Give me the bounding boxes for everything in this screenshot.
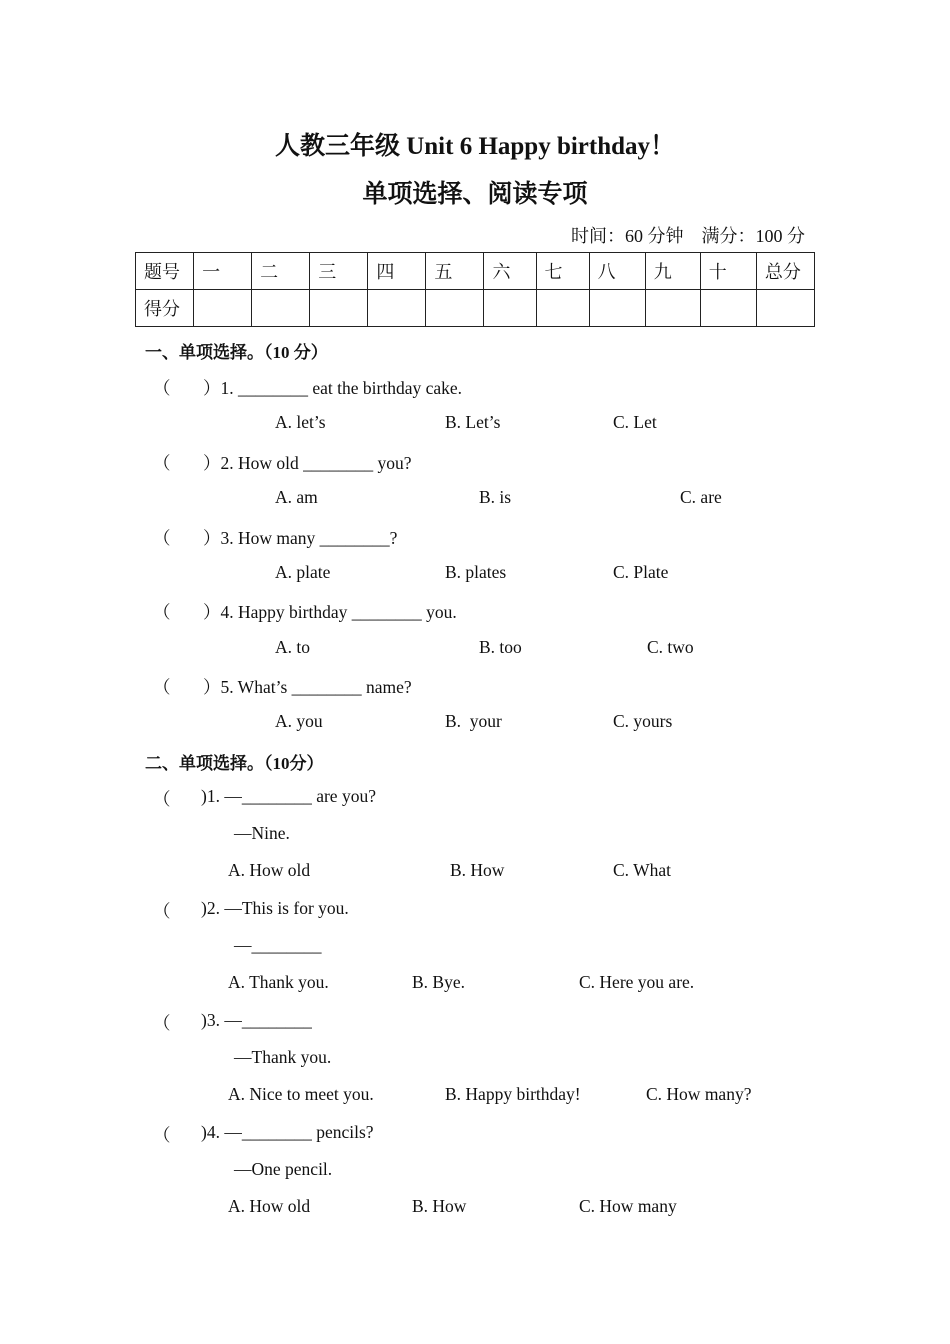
page-title: 人教三年级 Unit 6 Happy birthday！	[274, 133, 676, 160]
answer-paren[interactable]: （	[153, 789, 171, 809]
option-b: B. How	[450, 860, 505, 880]
answer-paren[interactable]: （	[153, 1013, 171, 1033]
answer-paren[interactable]: （	[153, 528, 171, 548]
question-2-3-text: )3. —________	[201, 1010, 312, 1030]
answer-paren[interactable]: （	[153, 602, 171, 622]
exam-info: 时间：60 分钟 满分：100 分	[571, 226, 805, 246]
option-c: C. What	[613, 860, 672, 880]
score-table	[135, 252, 815, 327]
score-cell[interactable]	[194, 290, 252, 327]
option-c: C. Here you are.	[579, 972, 695, 992]
question-2-1-reply: —Nine.	[234, 823, 290, 843]
answer-paren[interactable]: （	[153, 453, 171, 473]
answer-paren[interactable]: （	[153, 901, 171, 921]
score-cell[interactable]	[700, 290, 756, 327]
question-1-4-text: ）4. Happy birthday ________ you.	[203, 602, 457, 622]
score-cell[interactable]	[426, 290, 484, 327]
option-a: A. am	[275, 487, 318, 507]
score-cell[interactable]	[589, 290, 645, 327]
option-b: B. Happy birthday!	[445, 1084, 581, 1104]
option-a: A. to	[275, 637, 310, 657]
question-2-2-reply: —________	[234, 935, 322, 955]
question-2-1-text: )1. —________ are you?	[201, 786, 376, 806]
option-b: B. is	[479, 487, 512, 507]
score-header-cell: 四	[368, 253, 426, 290]
score-header-cell: 五	[426, 253, 484, 290]
score-cell[interactable]	[368, 290, 426, 327]
question-1-5-text: ）5. What’s ________ name?	[203, 677, 412, 697]
score-cell[interactable]	[756, 290, 814, 327]
option-c: C. Plate	[613, 562, 669, 582]
answer-paren[interactable]: （	[153, 677, 171, 697]
score-table-header-row	[136, 253, 815, 290]
score-row-label: 得分	[136, 290, 194, 327]
option-c: C. How many	[579, 1196, 677, 1216]
option-c: C. Let	[613, 412, 657, 432]
question-2-4-text: )4. —________ pencils?	[201, 1122, 374, 1142]
option-c: C. yours	[613, 711, 673, 731]
score-header-cell: 一	[194, 253, 252, 290]
option-a: A. you	[275, 711, 323, 731]
score-header-cell: 九	[645, 253, 700, 290]
option-b: B. your	[445, 711, 502, 731]
score-header-cell: 二	[252, 253, 310, 290]
score-cell[interactable]	[484, 290, 536, 327]
score-header-cell: 总分	[756, 253, 814, 290]
question-2-4-reply: —One pencil.	[234, 1159, 333, 1179]
section-2-heading: 二、单项选择。（10分）	[145, 754, 324, 773]
page-subtitle: 单项选择、阅读专项	[362, 181, 588, 208]
score-cell[interactable]	[252, 290, 310, 327]
answer-paren[interactable]: （	[153, 1125, 171, 1145]
score-header-cell: 十	[700, 253, 756, 290]
section-1-heading: 一、单项选择。（10 分）	[145, 343, 328, 362]
score-header-cell: 八	[589, 253, 645, 290]
option-a: A. How old	[228, 1196, 311, 1216]
question-1-1-text: ）1. ________ eat the birthday cake.	[203, 378, 463, 398]
answer-paren[interactable]: （	[153, 378, 171, 398]
option-b: B. How	[412, 1196, 467, 1216]
option-a: A. plate	[275, 562, 331, 582]
option-a: A. How old	[228, 860, 311, 880]
option-b: B. Let’s	[445, 412, 501, 432]
score-header-cell: 三	[310, 253, 368, 290]
question-1-3-text: ）3. How many ________?	[203, 528, 398, 548]
option-a: A. Thank you.	[228, 972, 329, 992]
score-table-score-row	[136, 290, 815, 327]
score-cell[interactable]	[536, 290, 589, 327]
option-c: C. How many?	[646, 1084, 752, 1104]
option-a: A. Nice to meet you.	[228, 1084, 374, 1104]
question-2-2-text: )2. —This is for you.	[201, 898, 349, 918]
option-c: C. two	[647, 637, 694, 657]
option-b: B. too	[479, 637, 522, 657]
score-cell[interactable]	[645, 290, 700, 327]
option-a: A. let’s	[275, 412, 326, 432]
score-header-cell: 七	[536, 253, 589, 290]
question-2-3-reply: —Thank you.	[234, 1047, 332, 1067]
score-cell[interactable]	[310, 290, 368, 327]
option-b: B. Bye.	[412, 972, 465, 992]
score-header-cell: 六	[484, 253, 536, 290]
question-1-2-text: ）2. How old ________ you?	[203, 453, 412, 473]
option-c: C. are	[680, 487, 722, 507]
option-b: B. plates	[445, 562, 507, 582]
score-header-cell: 题号	[136, 253, 194, 290]
